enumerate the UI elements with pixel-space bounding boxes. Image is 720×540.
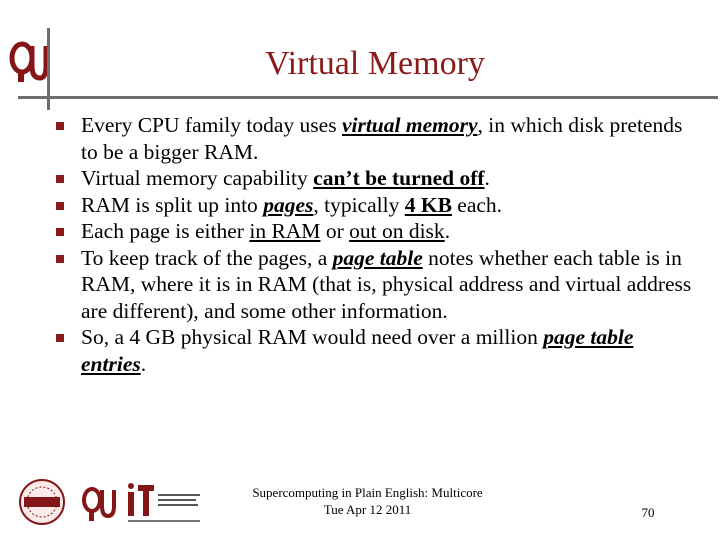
bullet-marker <box>56 228 64 236</box>
bullet-text: Virtual memory capability <box>81 166 314 190</box>
emphasized-text: page table <box>332 245 423 270</box>
footer-date: Tue Apr 12 2011 <box>323 502 412 517</box>
bullet-text: Every CPU family today uses <box>81 113 342 137</box>
bullet-item <box>56 245 696 325</box>
bullet-text: notes whether each table is in RAM, where it is in RAM (that is, physical address and virtual address are different), and some other information. <box>81 245 692 323</box>
emphasized-text: can’t be turned off <box>313 166 485 190</box>
emphasized-text: pages <box>263 192 314 217</box>
bullet-text: So, a 4 GB physical RAM would need over a million <box>81 325 544 349</box>
emphasized-text: 4 KB <box>404 192 452 217</box>
bullet-text: , in which disk pretends to be a bigger RAM. <box>81 113 683 164</box>
ou-logo <box>8 38 48 88</box>
emphasized-text: virtual memory <box>341 113 478 137</box>
bullet-item <box>56 192 696 219</box>
bullet-text: . <box>484 166 490 190</box>
bullet-item <box>56 324 696 377</box>
bullet-text: . <box>444 219 451 243</box>
emphasized-text: out on disk <box>349 219 445 243</box>
slide-title: Virtual Memory <box>265 45 485 82</box>
bullet-text: RAM is split up into <box>81 192 264 217</box>
bullet-marker <box>56 175 64 183</box>
bullet-text: , typically <box>313 192 405 217</box>
emphasized-text: in RAM <box>249 219 321 243</box>
bullet-text: To keep track of the pages, a <box>81 245 333 270</box>
oscer-logo <box>20 480 64 524</box>
bullet-text: each. <box>451 192 503 217</box>
bullet-marker <box>56 122 64 130</box>
slide-number: 70 <box>641 505 655 520</box>
it-logo <box>128 483 200 522</box>
ou-footer-logo <box>84 489 114 521</box>
bullet-item <box>56 218 696 245</box>
emphasized-text: page table entries <box>81 325 634 376</box>
bullet-marker <box>56 255 64 263</box>
bullet-marker <box>56 202 64 210</box>
footer-logos <box>16 478 206 528</box>
horizontal-rule <box>18 96 718 99</box>
bullet-marker <box>56 334 64 342</box>
bullet-text: or <box>320 219 350 243</box>
footer-text <box>225 484 510 518</box>
bullet-text: Each page is either <box>81 219 250 243</box>
bullet-list <box>56 112 696 377</box>
bullet-item <box>56 165 696 192</box>
bullet-item <box>56 112 696 165</box>
footer-course: Supercomputing in Plain English: Multicore <box>252 485 483 500</box>
bullet-text: . <box>140 351 147 376</box>
